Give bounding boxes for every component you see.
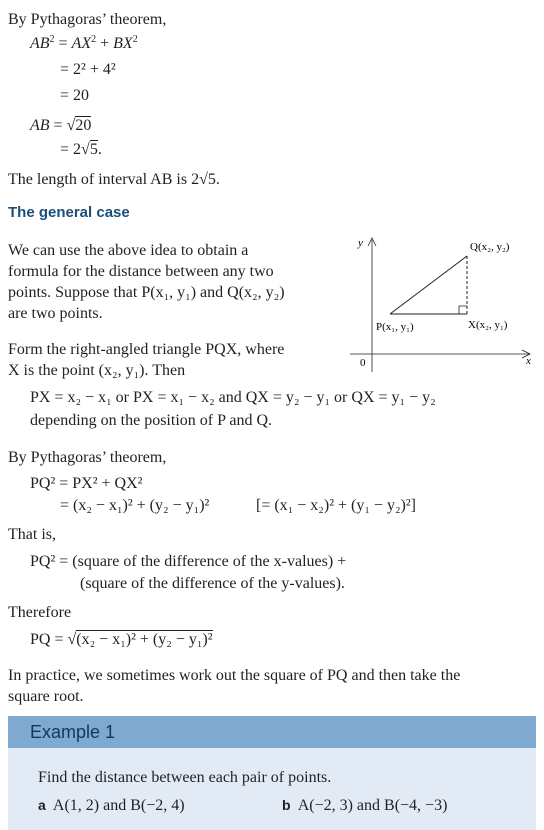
that-is-text: That is, (8, 526, 56, 543)
para1-line2: formula for the distance between any two (8, 263, 274, 280)
diagram-x-label: x (526, 355, 531, 367)
px-qx-equations: PX = x₂ − x₁ or PX = x₁ − x₂ and QX = y₂ − y₁ or QX = y₁ − y₂ (30, 389, 436, 406)
practice-line1: In practice, we sometimes work out the square of PQ and then take the (8, 667, 461, 684)
section-heading: The general case (8, 204, 130, 221)
equation-ab-squared: $AB^2 = AX^2 + BX^2$ (30, 34, 138, 52)
example-title: Example 1 (30, 722, 116, 742)
diagram-p-label: P(x₁, y₁) (376, 321, 414, 333)
pq-equation-1: PQ² = PX² + QX² (30, 475, 143, 492)
equation-ab-root: AB = √20 (30, 117, 92, 134)
example-part-a: a A(1, 2) and B(−2, 4) (38, 797, 185, 814)
intro2-text: By Pythagoras’ theorem, (8, 449, 167, 466)
para2-line2: X is the point (x₂, y₁). Then (8, 362, 186, 379)
diagram-q-label: Q(x₂, y₂) (470, 241, 510, 253)
diagram-x-point-label: X(x₂, y₁) (468, 319, 508, 331)
pq-equation-alt: [= (x₁ − x₂)² + (y₁ − y₂)²] (256, 497, 416, 514)
depending-text: depending on the position of P and Q. (30, 412, 273, 429)
coordinate-diagram (340, 232, 540, 377)
length-statement: The length of interval AB is 2√5. (8, 171, 220, 188)
diagram-y-label: y (358, 237, 363, 249)
para1-line4: are two points. (8, 305, 103, 322)
equation-step-3: = 20 (60, 87, 90, 104)
equation-step-2: = 2² + 4² (60, 61, 116, 78)
pq-equation-2: = (x₂ − x₁)² + (y₂ − y₁)² (60, 497, 210, 514)
para1-line3: points. Suppose that P(x₁, y₁) and Q(x₂, y₂) (8, 284, 285, 301)
pq-formula: PQ = √(x₂ − x₁)² + (y₂ − y₁)² (30, 631, 213, 648)
practice-line2: square root. (8, 688, 84, 705)
equation-ab-simplified: = 2√5. (60, 141, 102, 158)
para1-line1: We can use the above idea to obtain a (8, 242, 249, 259)
para2-line1: Form the right-angled triangle PQX, where (8, 341, 285, 358)
example-part-b: b A(−2, 3) and B(−4, −3) (282, 797, 448, 814)
intro-text: By Pythagoras’ theorem, (8, 11, 167, 28)
pq-words-line1: PQ² = (square of the difference of the x-values) + (30, 553, 347, 570)
diagram-origin-label: 0 (360, 357, 366, 369)
example-body (8, 748, 536, 830)
pq-words-line2: (square of the difference of the y-values). (80, 575, 345, 592)
example-instruction: Find the distance between each pair of points. (38, 769, 332, 786)
therefore-text: Therefore (8, 604, 72, 621)
